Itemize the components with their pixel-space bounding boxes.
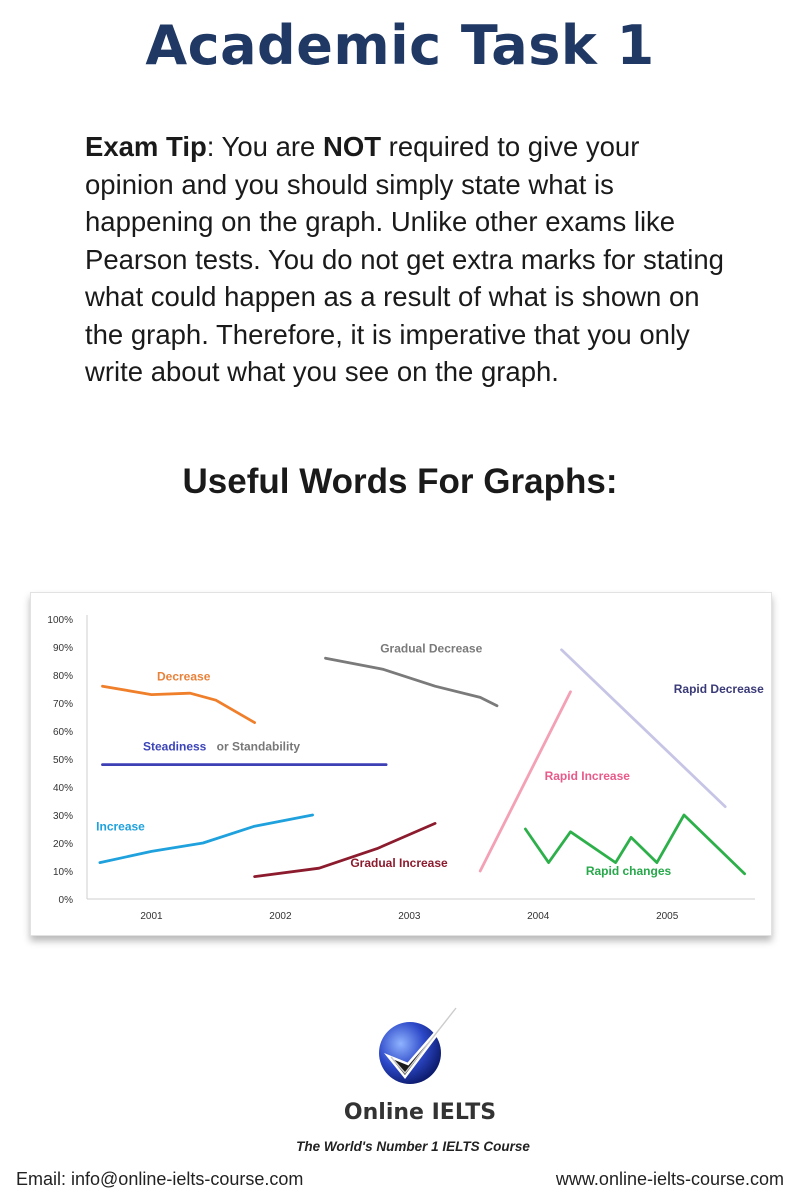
brand-tagline: The World's Number 1 IELTS Course: [296, 1139, 530, 1154]
x-tick-label: 2004: [527, 911, 550, 922]
series-line-decrease: [103, 686, 255, 722]
y-tick-label: 40%: [52, 783, 73, 794]
series-line-gradual-decrease: [326, 658, 498, 706]
series-line-rapid-decrease: [562, 650, 726, 807]
exam-tip-label: Exam Tip: [85, 131, 207, 162]
series-label-rapid-changes: Rapid changes: [585, 864, 672, 879]
series-label-increase: Increase: [96, 819, 145, 834]
series-label-steadiness: Steadiness: [142, 739, 207, 754]
x-tick-label: 2005: [656, 911, 679, 922]
y-tick-label: 90%: [52, 643, 73, 654]
brand-name: Online IELTS: [343, 1100, 497, 1125]
exam-tip-paragraph: [85, 128, 735, 391]
x-tick-label: 2001: [140, 911, 163, 922]
y-tick-label: 60%: [52, 727, 73, 738]
y-tick-label: 20%: [52, 839, 73, 850]
x-tick-label: 2003: [398, 911, 421, 922]
x-tick-label: 2002: [269, 911, 292, 922]
exam-tip-text-2: required to give your opinion and you should simply state what is happening on the graph. Unlike other exams like Pearson tests. You do not get extra marks for stating what could happen as a result of what is shown on the graph. Therefore, it is imperative that you only write about what you see on the graph.: [85, 131, 724, 387]
footer-website[interactable]: www.online-ielts-course.com: [555, 1169, 784, 1189]
series-label-rapid-increase: Rapid Increase: [544, 769, 630, 783]
page-title: Academic Task 1: [145, 14, 655, 77]
series-label-gradual-decrease: Gradual Decrease: [380, 641, 483, 656]
section-subtitle: Useful Words For Graphs:: [182, 462, 618, 501]
y-tick-label: 0%: [58, 895, 73, 906]
series-label-decrease: Decrease: [157, 669, 211, 684]
chart-card: [30, 592, 772, 936]
y-tick-label: 100%: [47, 615, 73, 626]
y-tick-label: 70%: [52, 699, 73, 710]
exam-tip-emphasis: NOT: [322, 131, 382, 162]
exam-tip-text-1: : You are: [206, 131, 323, 162]
series-label-rapid-decrease: Rapid Decrease: [673, 682, 764, 697]
graph-words-chart: [31, 593, 771, 935]
online-ielts-logo-icon: [368, 998, 468, 1093]
footer-email[interactable]: Email: info@online-ielts-course.com: [16, 1169, 304, 1189]
y-tick-label: 80%: [52, 671, 73, 682]
y-tick-label: 50%: [52, 755, 73, 766]
series-label-suffix: or Standability: [216, 739, 301, 754]
y-tick-label: 10%: [52, 867, 73, 878]
y-tick-label: 30%: [52, 811, 73, 822]
series-label-gradual-increase: Gradual Increase: [350, 855, 448, 870]
